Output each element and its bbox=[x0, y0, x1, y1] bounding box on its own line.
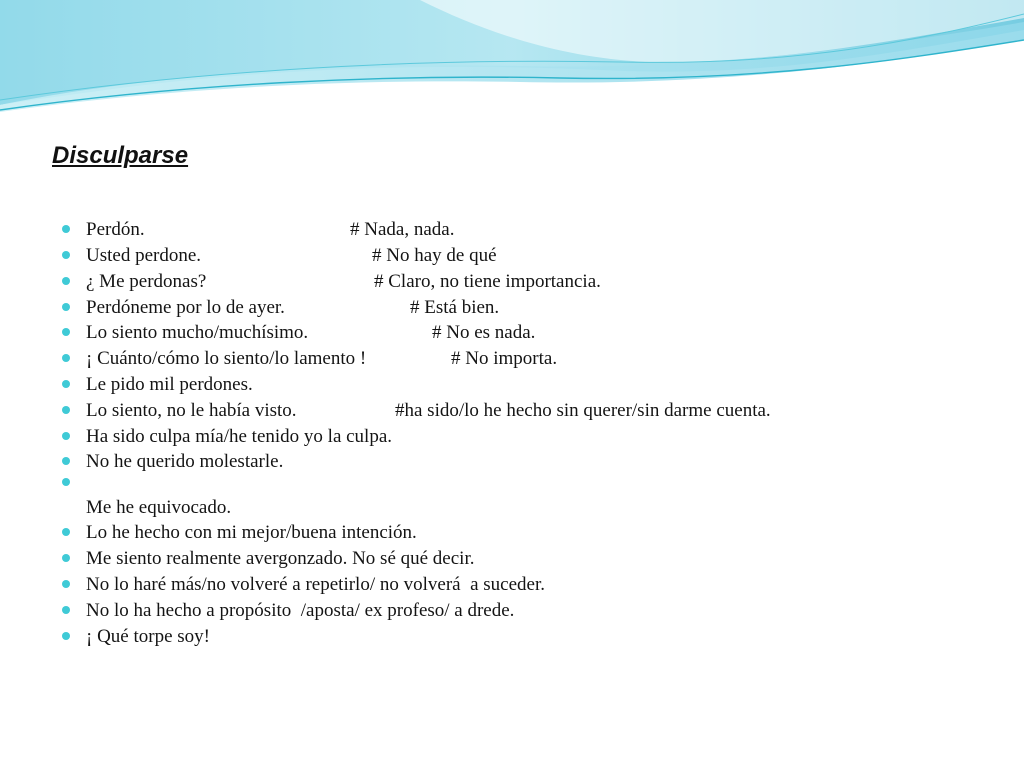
list-item-continuation bbox=[62, 495, 231, 520]
list-item bbox=[62, 572, 545, 597]
bullet-icon bbox=[62, 354, 70, 362]
bullet-icon bbox=[62, 380, 70, 388]
list-item bbox=[62, 449, 283, 474]
bullet-icon bbox=[62, 528, 70, 536]
response-text: #ha sido/lo he hecho sin querer/sin darme cuenta. bbox=[395, 400, 771, 421]
response-text: # Nada, nada. bbox=[350, 219, 455, 240]
phrase-text: Lo siento, no le había visto. bbox=[86, 400, 297, 421]
bullet-icon bbox=[62, 580, 70, 588]
response-text: # No hay de qué bbox=[372, 245, 497, 266]
bullet-icon bbox=[62, 432, 70, 440]
bullet-icon bbox=[62, 606, 70, 614]
response-text: # Claro, no tiene importancia. bbox=[374, 271, 601, 292]
bullet-icon bbox=[62, 632, 70, 640]
phrase-text: ¿ Me perdonas? bbox=[86, 271, 207, 292]
phrase-text: Lo siento mucho/muchísimo. bbox=[86, 322, 309, 343]
bullet-icon bbox=[62, 328, 70, 336]
phrase-text: No lo ha hecho a propósito /aposta/ ex profeso/ a drede. bbox=[86, 600, 515, 621]
phrase-text: Usted perdone. bbox=[86, 245, 202, 266]
page-title: Disculparse bbox=[52, 142, 189, 169]
list-item bbox=[62, 398, 771, 423]
phrase-text: No he querido molestarle. bbox=[86, 451, 284, 472]
phrase-text: ¡ Cuánto/cómo lo siento/lo lamento ! bbox=[86, 348, 367, 369]
phrase-text: Me he equivocado. bbox=[86, 497, 232, 518]
list-item bbox=[62, 320, 536, 345]
phrase-text: Lo he hecho con mi mejor/buena intención. bbox=[86, 522, 417, 543]
decorative-wave-header bbox=[0, 0, 1024, 130]
list-item bbox=[62, 372, 253, 397]
bullet-icon bbox=[62, 303, 70, 311]
response-text: # No es nada. bbox=[432, 322, 536, 343]
phrase-text: Perdóneme por lo de ayer. bbox=[86, 297, 285, 318]
list-item bbox=[62, 295, 500, 320]
phrase-text: Perdón. bbox=[86, 219, 145, 240]
phrase-text: No lo haré más/no volveré a repetirlo/ no volverá a suceder. bbox=[86, 574, 545, 595]
list-item bbox=[62, 424, 392, 449]
bullet-icon bbox=[62, 277, 70, 285]
bullet-icon bbox=[62, 225, 70, 233]
response-text: # No importa. bbox=[451, 348, 558, 369]
list-item bbox=[62, 598, 514, 623]
bullet-icon bbox=[62, 457, 70, 465]
response-text: # Está bien. bbox=[410, 297, 500, 318]
phrase-text: ¡ Qué torpe soy! bbox=[86, 626, 210, 647]
bullet-icon bbox=[62, 554, 70, 562]
list-item bbox=[62, 470, 86, 495]
phrase-text: Ha sido culpa mía/he tenido yo la culpa. bbox=[86, 426, 393, 447]
bullet-icon bbox=[62, 251, 70, 259]
bullet-icon bbox=[62, 478, 70, 486]
bullet-icon bbox=[62, 406, 70, 414]
list-item bbox=[62, 217, 455, 242]
phrase-text: Le pido mil perdones. bbox=[86, 374, 253, 395]
list-item bbox=[62, 624, 210, 649]
list-item bbox=[62, 346, 558, 371]
list-item bbox=[62, 520, 417, 545]
list-item bbox=[62, 269, 601, 294]
phrase-text: Me siento realmente avergonzado. No sé qué decir. bbox=[86, 548, 475, 569]
list-item bbox=[62, 546, 474, 571]
list-item bbox=[62, 243, 497, 268]
